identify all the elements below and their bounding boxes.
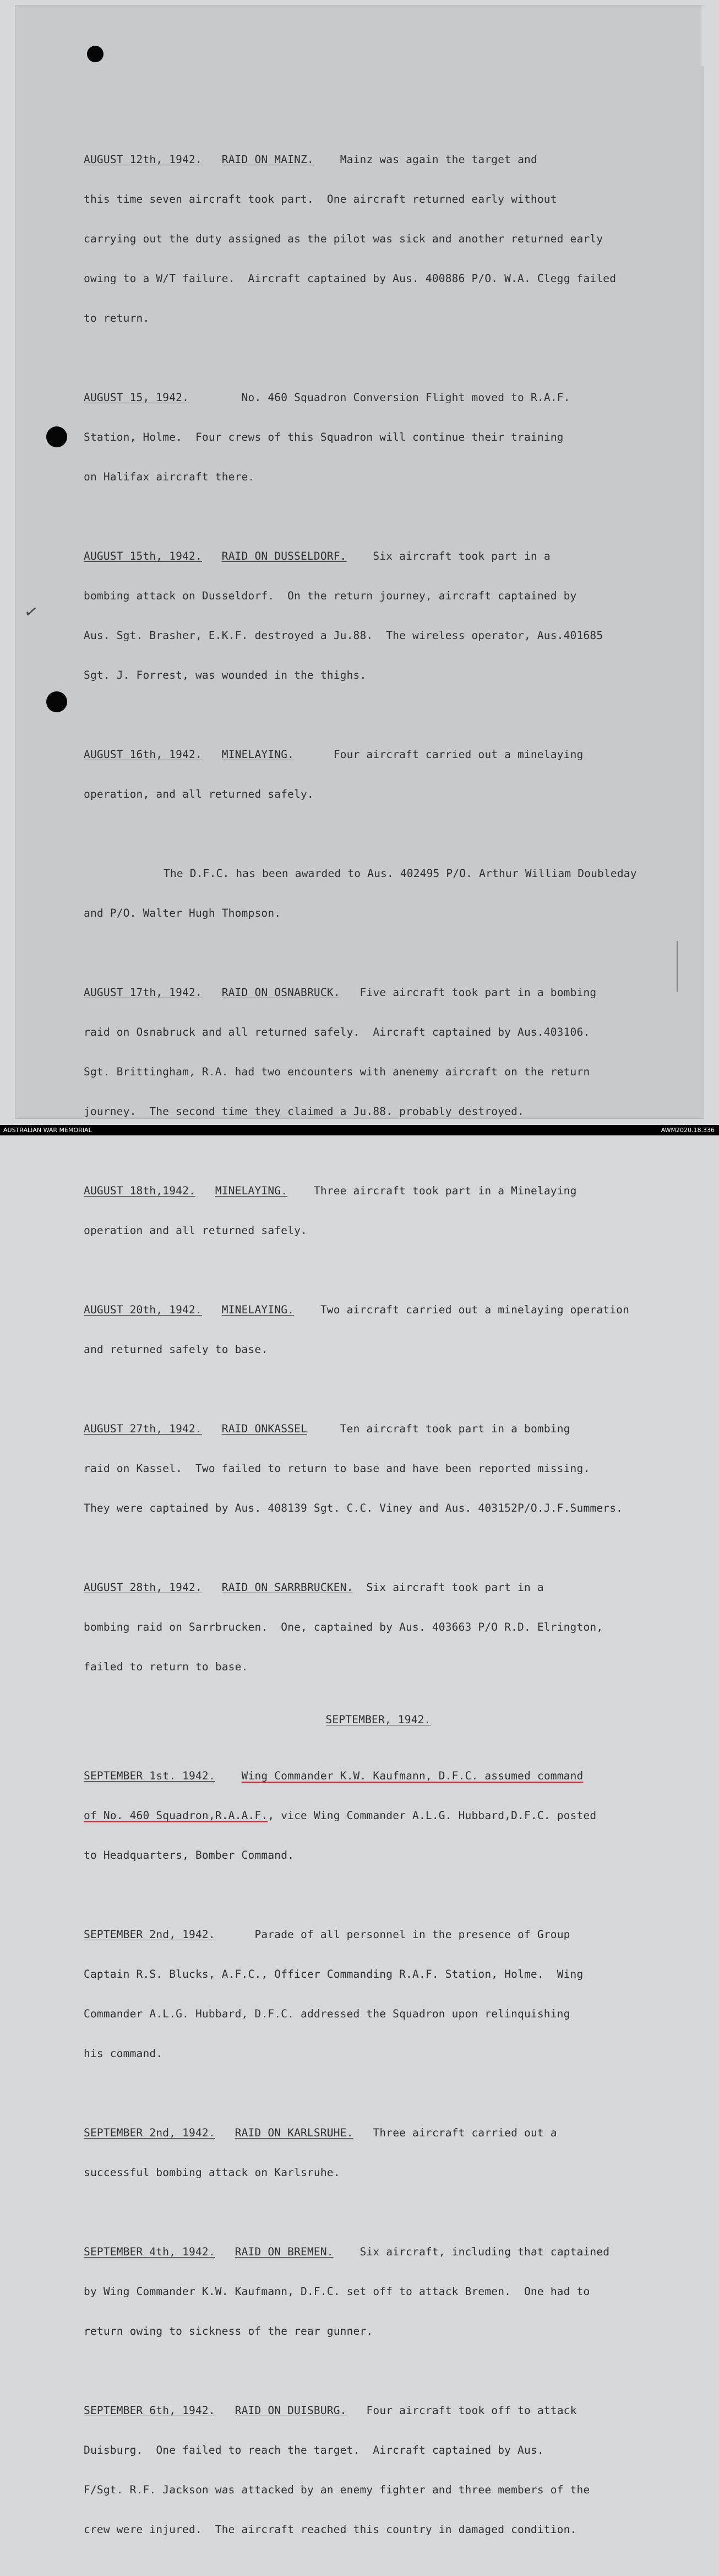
entry-line: Captain R.S. Blucks, A.F.C., Officer Commanding R.A.F. Station, Holme. Wing: [84, 1968, 584, 1980]
entry-body: Parade of all personnel in the presence of Group: [254, 1928, 570, 1941]
entry-line: Sgt. J. Forrest, was wounded in the thighs.: [84, 669, 367, 681]
tick-mark-icon: ✓: [23, 602, 40, 623]
punch-hole: [87, 46, 104, 62]
entry-line: crew were injured. The aircraft reached this country in damaged condition.: [84, 2523, 577, 2536]
entry: [84, 1158, 673, 1264]
entry-body: Two aircraft carried out a minelaying operation: [320, 1303, 630, 1316]
archive-footer: [0, 1125, 719, 1135]
entry-line: to return.: [84, 312, 150, 324]
entry-title: RAID ON BREMEN.: [235, 2245, 334, 2258]
entry: [84, 523, 673, 708]
entry-body: Three aircraft took part in a Minelaying: [313, 1184, 577, 1197]
entry-title: RAID ON KARLSRUHE.: [235, 2126, 353, 2139]
entry-date: AUGUST 15th, 1942.: [84, 550, 202, 562]
entry: [84, 1555, 673, 1700]
entry-line: , vice Wing Commander A.L.G. Hubbard,D.F.C. posted: [268, 1809, 597, 1822]
entry-date: SEPTEMBER 6th, 1942.: [84, 2404, 215, 2417]
entry-line: F/Sgt. R.F. Jackson was attacked by an enemy fighter and three members of the: [84, 2483, 590, 2496]
entry-line: to Headquarters, Bomber Command.: [84, 1849, 295, 1861]
entry-body: Four aircraft carried out a minelaying: [333, 748, 584, 761]
entry-title: MINELAYING.: [215, 1184, 288, 1197]
entry-body: Six aircraft, including that captained: [360, 2245, 610, 2258]
entry-title: MINELAYING.: [221, 748, 295, 761]
entry-body: Six aircraft took part in a: [373, 550, 551, 562]
entry-date: AUGUST 16th, 1942.: [84, 748, 202, 761]
entry-date: SEPTEMBER 2nd, 1942.: [84, 2126, 215, 2139]
entry-body: No. 460 Squadron Conversion Flight moved to R.A.F.: [241, 391, 570, 404]
entry-body: Four aircraft took off to attack: [366, 2404, 577, 2417]
entry-date: AUGUST 28th, 1942.: [84, 1581, 202, 1594]
entry: [84, 960, 673, 1145]
entry-body: Ten aircraft took part in a bombing: [340, 1422, 570, 1435]
entry-line: bombing raid on Sarrbrucken. One, captained by Aus. 403663 P/O R.D. Elrington,: [84, 1621, 603, 1633]
entry-line: by Wing Commander K.W. Kaufmann, D.F.C. set off to attack Bremen. One had to: [84, 2285, 590, 2298]
entry-line: and P/O. Walter Hugh Thompson.: [84, 907, 281, 919]
entry-body: Three aircraft carried out a: [373, 2126, 557, 2139]
entry-line: They were captained by Aus. 408139 Sgt. C.C. Viney and Aus. 403152P/O.J.F.Summers.: [84, 1502, 623, 1514]
entry-line: Duisburg. One failed to reach the target. Aircraft captained by Aus.: [84, 2444, 544, 2456]
entry-line: bombing attack on Dusseldorf. On the return journey, aircraft captained by: [84, 589, 577, 602]
margin-mark: [677, 941, 678, 992]
entry-body: Five aircraft took part in a bombing: [360, 986, 597, 999]
entry-line: journey. The second time they claimed a Ju.88. probably destroyed.: [84, 1105, 524, 1118]
entry-line: successful bombing attack on Karlsruhe.: [84, 2166, 340, 2179]
entry: [84, 1902, 673, 2087]
entry-date: AUGUST 15, 1942.: [84, 391, 189, 404]
entry-title: RAID ON MAINZ.: [221, 153, 314, 166]
entry-date: AUGUST 18th,1942.: [84, 1184, 195, 1197]
punch-hole: [46, 691, 67, 712]
entry-body: Mainz was again the target and: [340, 153, 537, 166]
entry-line: raid on Osnabruck and all returned safely. Aircraft captained by Aus.403106.: [84, 1026, 590, 1038]
entry-line: raid on Kassel. Two failed to return to base and have been reported missing.: [84, 1462, 590, 1475]
entry-date: AUGUST 12th, 1942.: [84, 153, 202, 166]
entry-line: return owing to sickness of the rear gunner.: [84, 2325, 373, 2337]
entry-line: Station, Holme. Four crews of this Squadron will continue their training: [84, 431, 564, 443]
entry-date: AUGUST 27th, 1942.: [84, 1422, 202, 1435]
entry: [84, 2378, 673, 2563]
entry-line: this time seven aircraft took part. One aircraft returned early without: [84, 193, 557, 205]
entry-title: RAID ON DUSSELDORF.: [221, 550, 347, 562]
entry-date: SEPTEMBER 4th, 1942.: [84, 2245, 215, 2258]
entry: [84, 841, 673, 946]
entry-title: RAID ONKASSEL: [221, 1422, 307, 1435]
entry-line: owing to a W/T failure. Aircraft captained by Aus. 400886 P/O. W.A. Clegg failed: [84, 272, 617, 285]
entry: [84, 2219, 673, 2364]
entry: [84, 1396, 673, 1541]
entry-line: carrying out the duty assigned as the pilot was sick and another returned early: [84, 232, 603, 245]
entry-title: RAID ON SARRBRUCKEN.: [221, 1581, 353, 1594]
entry-line: operation, and all returned safely.: [84, 788, 314, 800]
month-heading: SEPTEMBER, 1942.: [325, 1713, 431, 1726]
entry-date: SEPTEMBER 2nd, 1942.: [84, 1928, 215, 1941]
typed-text: [84, 127, 673, 2576]
entry-line: failed to return to base.: [84, 1660, 248, 1673]
entry: [84, 2100, 673, 2206]
footer-institution: AUSTRALIAN WAR MEMORIAL: [3, 1127, 92, 1134]
entry: [84, 127, 673, 351]
entry: [84, 1743, 673, 1888]
entry-body: Wing Commander K.W. Kaufmann, D.F.C. assumed command: [241, 1769, 584, 1782]
punch-hole: [46, 426, 67, 447]
entry-line: operation and all returned safely.: [84, 1224, 307, 1237]
footer-reference: AWM2020.18.336: [661, 1127, 715, 1134]
entry: [84, 1277, 673, 1383]
entry-line: his command.: [84, 2047, 163, 2060]
entry-body: Six aircraft took part in a: [366, 1581, 544, 1594]
entry-line: Sgt. Brittingham, R.A. had two encounters with anenemy aircraft on the return: [84, 1065, 590, 1078]
entry-title: RAID ON OSNABRUCK.: [221, 986, 340, 999]
entry: [84, 722, 673, 827]
entry-date: AUGUST 20th, 1942.: [84, 1303, 202, 1316]
entry-line: on Halifax aircraft there.: [84, 470, 255, 483]
entry-date: SEPTEMBER 1st. 1942.: [84, 1769, 215, 1782]
entry: [84, 365, 673, 510]
entry-line: Aus. Sgt. Brasher, E.K.F. destroyed a Ju.88. The wireless operator, Aus.401685: [84, 629, 603, 642]
entry-title: MINELAYING.: [221, 1303, 295, 1316]
entry-title: RAID ON DUISBURG.: [235, 2404, 347, 2417]
entry-line: Commander A.L.G. Hubbard, D.F.C. addressed the Squadron upon relinquishing: [84, 2007, 570, 2020]
entry-body: The D.F.C. has been awarded to Aus. 402495 P/O. Arthur William Doubleday: [164, 867, 637, 880]
entry-date: AUGUST 17th, 1942.: [84, 986, 202, 999]
entry-line: and returned safely to base.: [84, 1343, 268, 1356]
entry-red-line: of No. 460 Squadron,R.A.A.F.: [84, 1809, 268, 1822]
